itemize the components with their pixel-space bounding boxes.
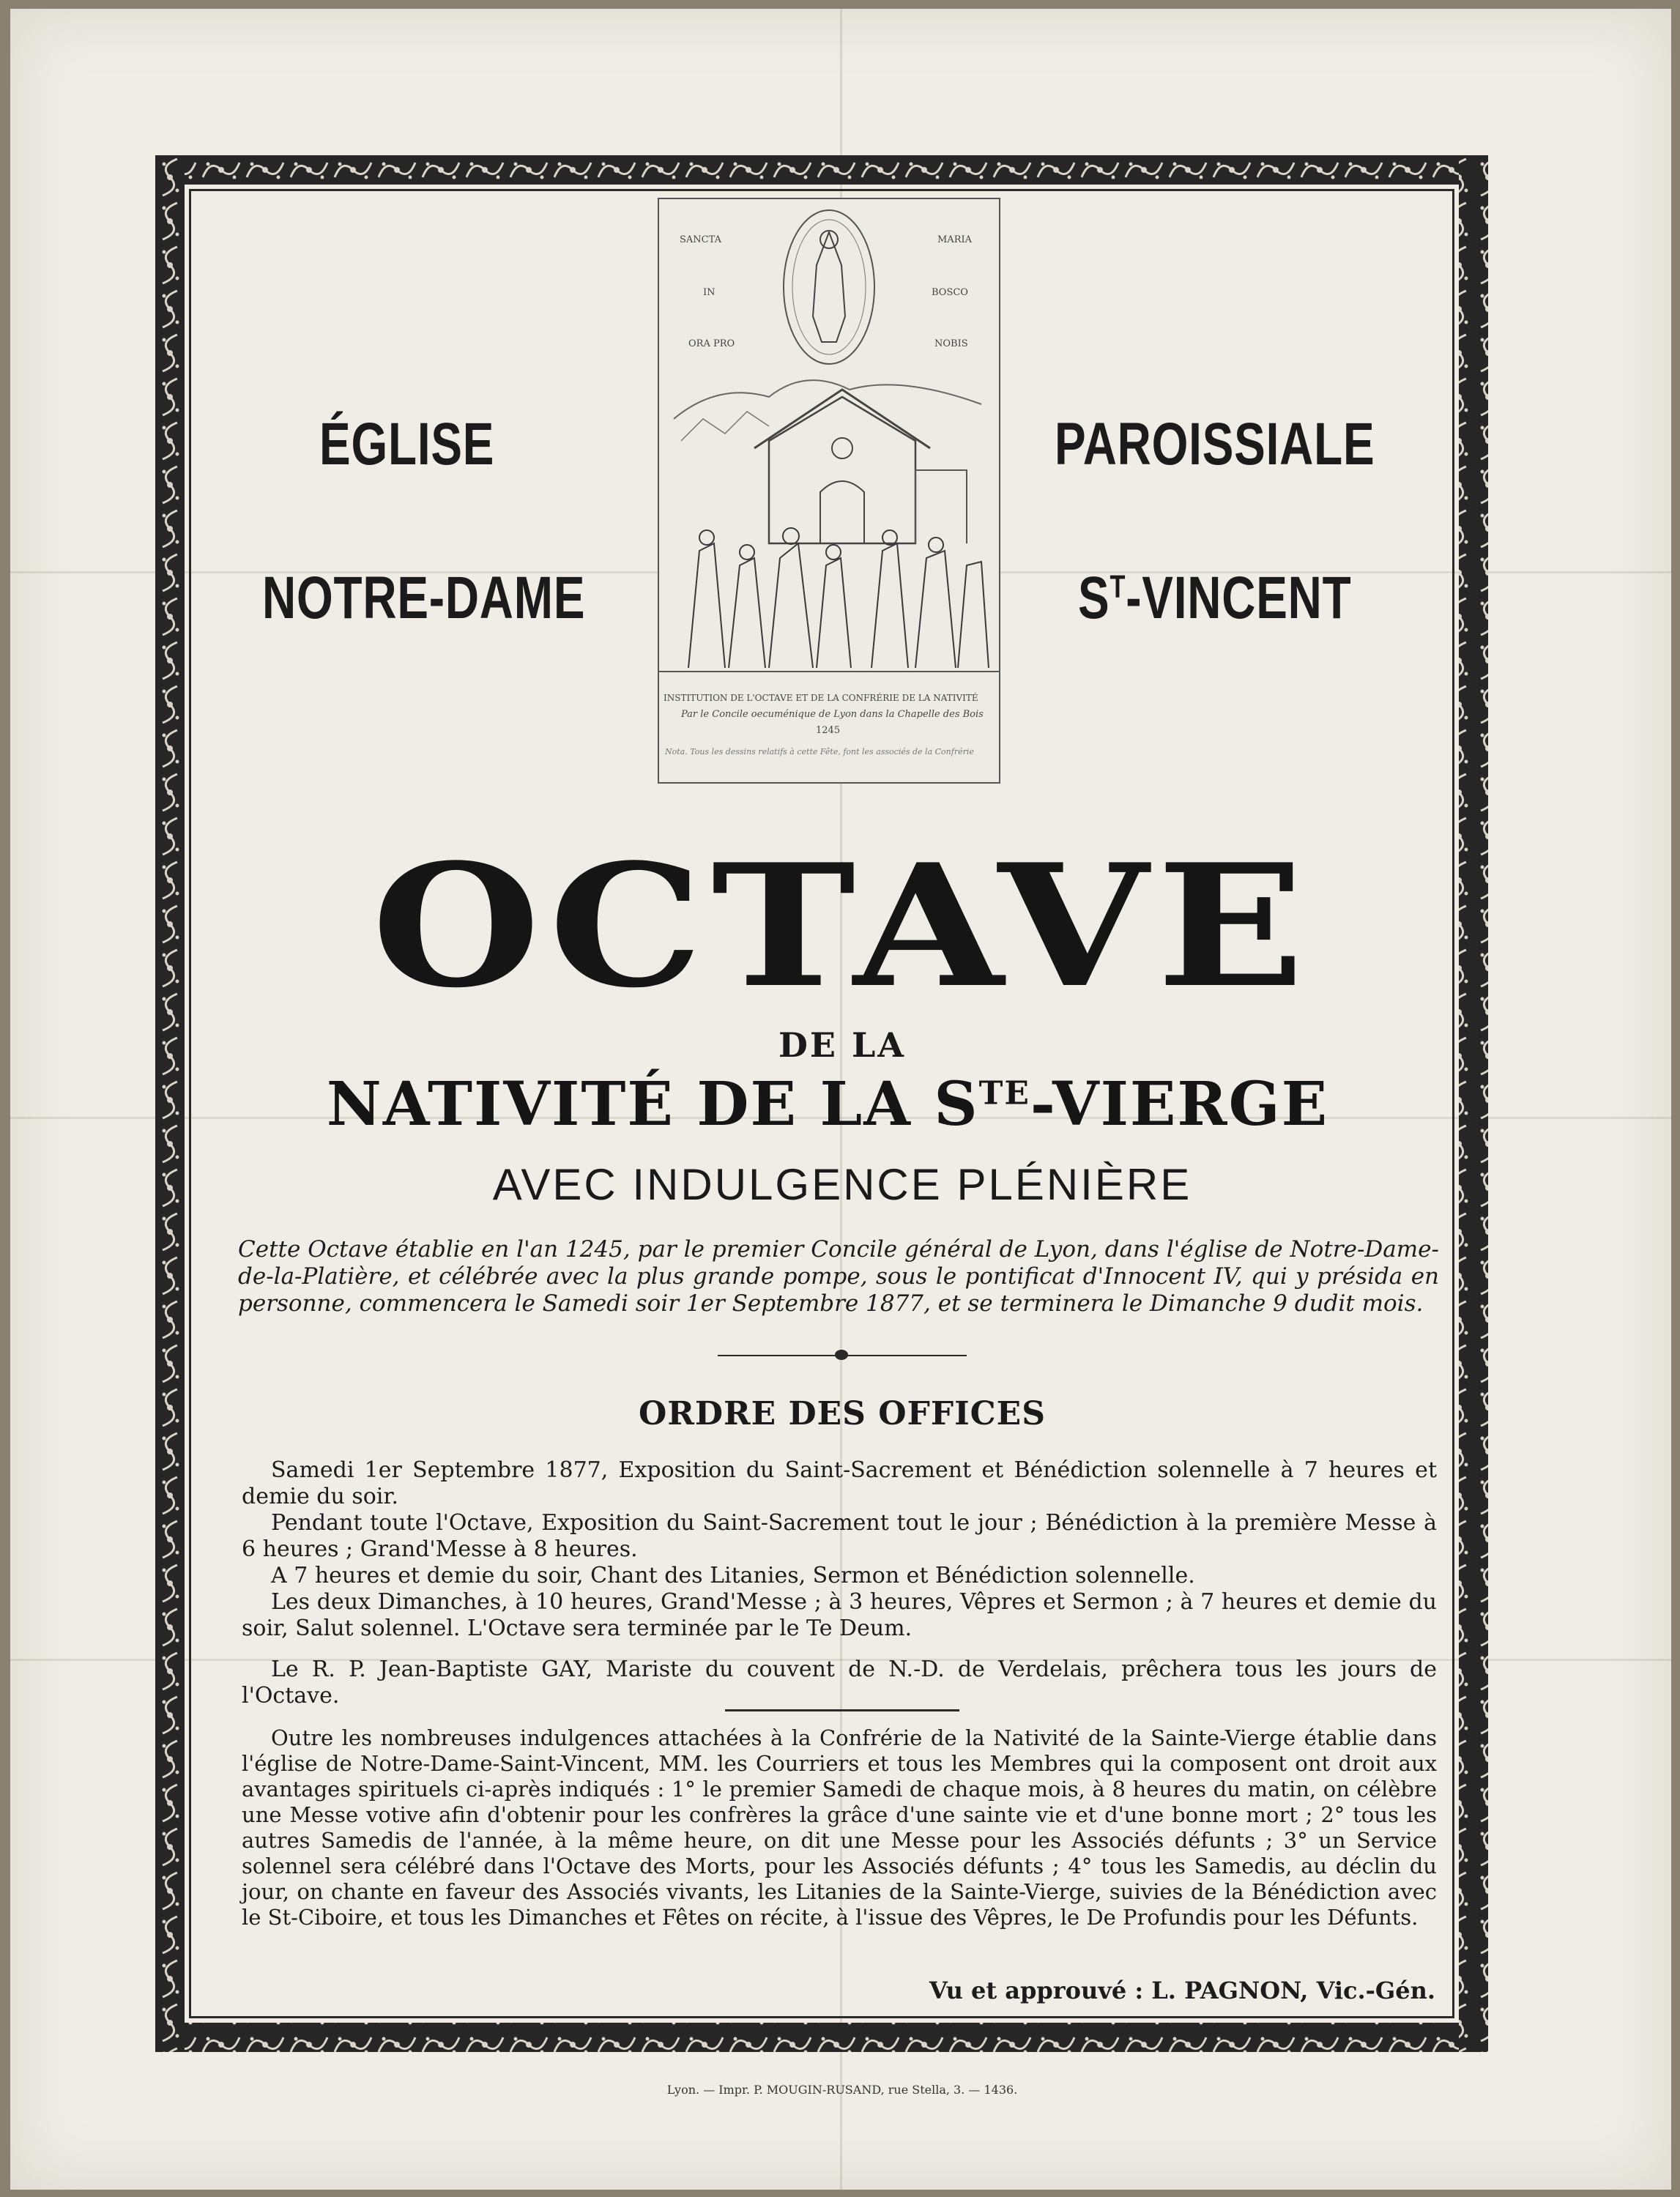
- header-st-vincent: [1078, 564, 1351, 633]
- title-octave: OCTAVE: [371, 828, 1313, 1025]
- title-nativite: [278, 1069, 1377, 1140]
- nativite-sup: TE: [978, 1074, 1030, 1112]
- engraving-caption-3: 1245: [816, 725, 841, 736]
- banner-word-4: BOSCO: [932, 287, 968, 298]
- header-notre-dame: NOTRE-DAME: [262, 565, 586, 631]
- engraving-caption-2: Par le Concile oecuménique de Lyon dans la Chapelle des Bois: [681, 709, 984, 720]
- title-de-la: DE LA: [778, 1025, 906, 1065]
- banner-word-5: ORA PRO: [688, 338, 735, 349]
- banner-word-1: SANCTA: [680, 234, 721, 245]
- intro-paragraph: Cette Octave établie en l'an 1245, par le premier Concile général de Lyon, dans l'église de Notre-Dame-de-la-Platière, et célébrée avec la plus grande pompe, sous le pontificat d'Innocent IV, qui y présida en personne, commencera le Samedi soir 1er Septembre 1877, et se terminera le Dimanche 9 dudit mois.: [238, 1236, 1439, 1317]
- header-paroissiale: PAROISSIALE: [1055, 411, 1375, 477]
- subtitle-indulgence: AVEC INDULGENCE PLÉNIÈRE: [492, 1160, 1192, 1209]
- divider-rule: [725, 1709, 959, 1711]
- approval-line: Vu et approuvé : L. PAGNON, Vic.-Gén.: [929, 1977, 1435, 2004]
- printer-imprint: Lyon. — Impr. P. MOUGIN-RUSAND, rue Stella, 3. — 1436.: [666, 2083, 1018, 2097]
- engraving-drawing: [659, 199, 999, 683]
- nativite-end: -VIERGE: [1030, 1069, 1329, 1140]
- office-4: Les deux Dimanches, à 10 heures, Grand'Messe ; à 3 heures, Vêpres et Sermon ; à 7 heures et demie du soir, Salut solennel. L'Octave sera terminée par le Te Deum.: [242, 1589, 1437, 1641]
- ordre-des-offices-title: ORDRE DES OFFICES: [639, 1395, 1046, 1432]
- office-1: Samedi 1er Septembre 1877, Exposition du Saint-Sacrement et Bénédiction solennelle à 7 heures et demie du soir.: [242, 1457, 1437, 1509]
- office-2: Pendant toute l'Octave, Exposition du Saint-Sacrement tout le jour ; Bénédiction à la première Messe à 6 heures ; Grand'Messe à 8 heures.: [242, 1510, 1437, 1562]
- office-3: A 7 heures et demie du soir, Chant des Litanies, Sermon et Bénédiction solennelle.: [271, 1563, 1195, 1588]
- engraving-illustration: [658, 198, 1000, 784]
- header-eglise: ÉGLISE: [319, 411, 495, 477]
- st-vincent-sup: T: [1110, 568, 1126, 605]
- banner-word-6: NOBIS: [934, 338, 968, 349]
- confrerie-paragraph: Outre les nombreuses indulgences attachées à la Confrérie de la Nativité de la Sainte-Vierge établie dans l'église de Notre-Dame-Saint-Vincent, MM. les Courriers et tous les Membres qui la composent ont droit aux avantages spirituels ci-après indiqués : 1° le premier Samedi de chaque mois, à 8 heures du matin, on célèbre une Messe votive afin d'obtenir pour les confrères la grâce d'une sainte vie et d'une bonne mort ; 2° tous les autres Samedis de l'année, à la même heure, on dit une Messe pour les Associés défunts ; 3° un Service solennel sera célébré dans l'Octave des Morts, pour les Associés défunts ; 4° tous les Samedis, au déclin du jour, on chante en faveur des Associés vivants, les Litanies de la Sainte-Vierge, suivies de la Bénédiction avec le St-Ciboire, et tous les Dimanches et Fêtes on récite, à l'issue des Vêpres, le De Profundis pour les Défunts.: [242, 1725, 1437, 1930]
- engraving-note: Nota. Tous les dessins relatifs à cette Fête, font les associés de la Confrérie: [665, 747, 974, 757]
- preacher-line: Le R. P. Jean-Baptiste GAY, Mariste du couvent de N.-D. de Verdelais, prêchera tous les jours de l'Octave.: [242, 1657, 1437, 1709]
- banner-word-2: MARIA: [937, 234, 973, 245]
- st-vincent-s: S: [1078, 565, 1110, 631]
- divider-dot: [835, 1350, 848, 1360]
- engraving-caption-1: INSTITUTION DE L'OCTAVE ET DE LA CONFRÉRIE DE LA NATIVITÉ: [664, 693, 978, 703]
- st-vincent-rest: -VINCENT: [1126, 565, 1352, 631]
- banner-word-3: IN: [703, 287, 716, 298]
- nativite-main: NATIVITÉ DE LA S: [326, 1069, 979, 1140]
